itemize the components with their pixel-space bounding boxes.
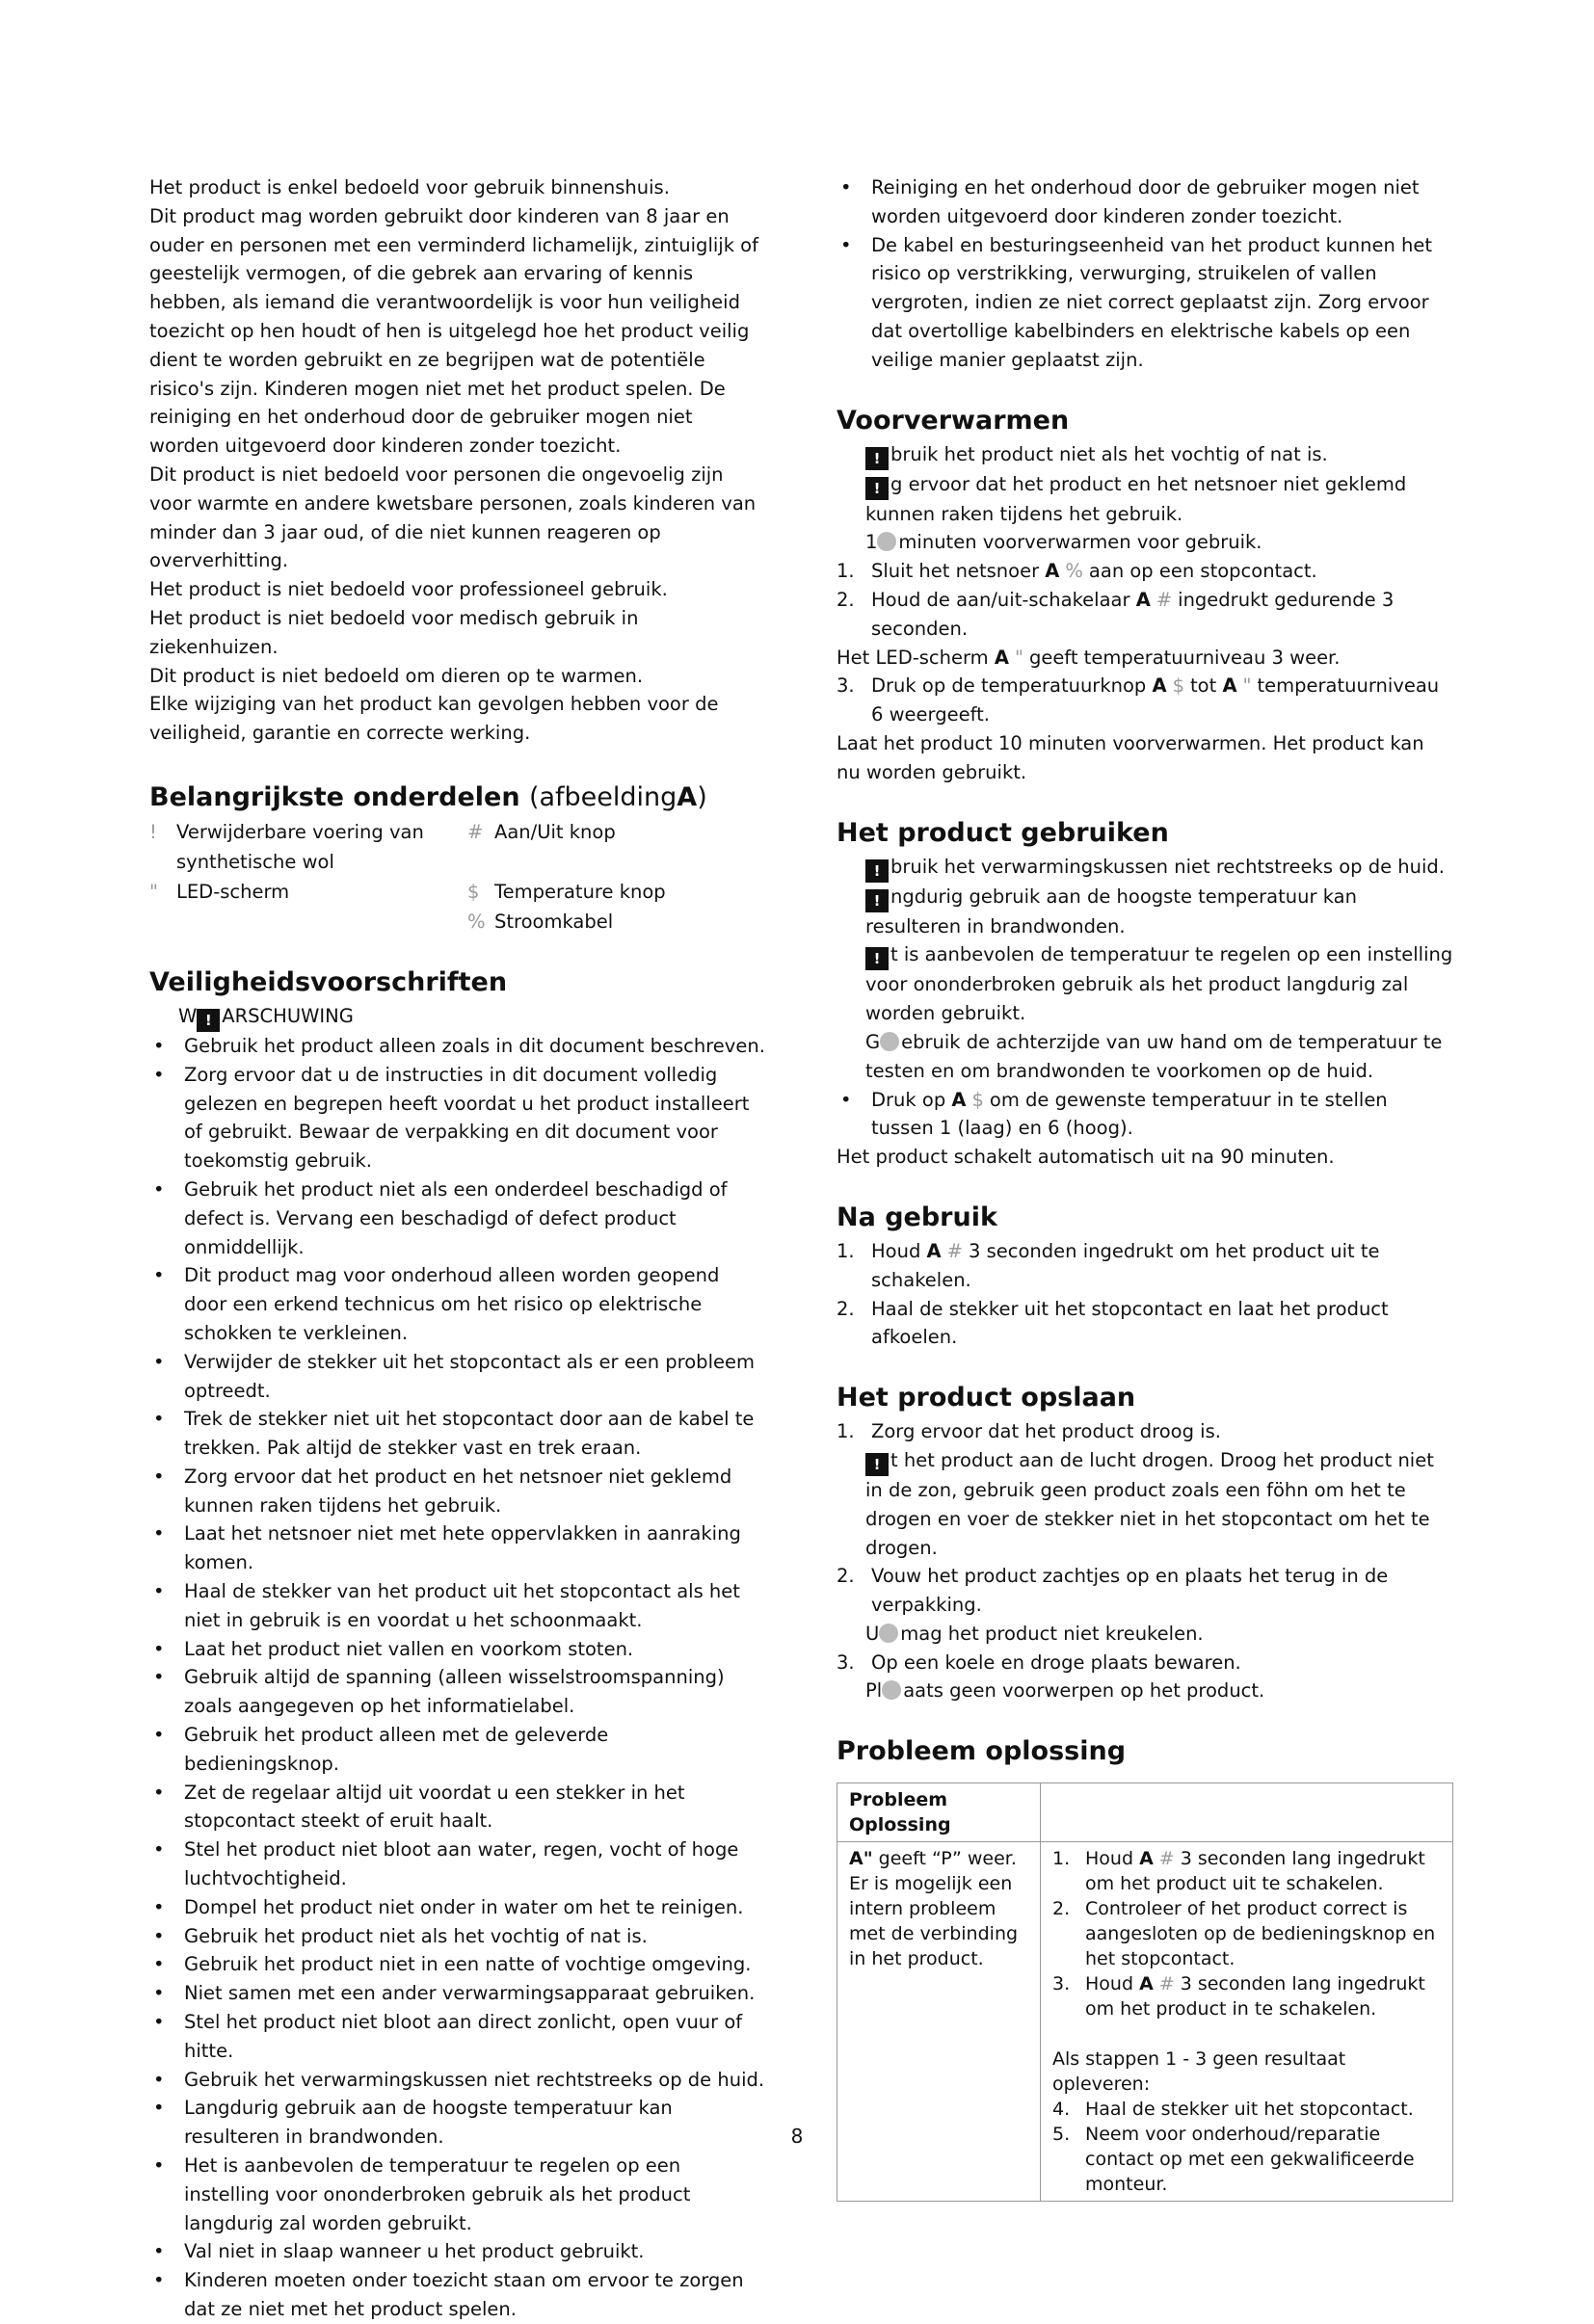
parts-heading: Belangrijkste onderdelen (afbeeldingA) — [149, 781, 707, 812]
list-item: • Laat het netsnoer niet met hete oppervlakken in aanraking komen. — [149, 1519, 766, 1577]
use-after: Het product schakelt automatisch uit na 90 minuten. — [837, 1146, 1335, 1169]
list-item: • De kabel en besturingseenheid van het product kunnen het risico op verstrikking, verwurging, struikelen of vallen vergroten, indien ze niet correct geplaatst zijn. Zorg ervoor dat overtollige kabelbinders en elektrische kabels op een veilige manier geplaatst zijn. — [837, 231, 1453, 375]
note-icon — [880, 1032, 899, 1051]
warning-label: W ! ARSCHUWING — [149, 1002, 766, 1032]
list-item: • Gebruik het product niet als het vochtig of nat is. — [149, 1922, 766, 1951]
intro-paragraph: Het product is niet bedoeld voor professioneel gebruik. — [149, 578, 668, 601]
intro-paragraph: Het product is niet bedoeld voor medisch gebruik in ziekenhuizen. — [149, 606, 639, 658]
intro-paragraph: Elke wijziging van het product kan gevolgen hebben voor de veiligheid, garantie en correcte werking. — [149, 693, 719, 745]
part-item: " LED-scherm — [149, 880, 290, 903]
storage-warning: ! t het product aan de lucht drogen. Droog het product niet in de zon, gebruik geen product zoals een föhn om het te drogen en voer de stekker niet in het stopcontact om het te drogen. — [865, 1448, 1434, 1559]
step: 1. Houd A # 3 seconden ingedrukt om het product uit te schakelen. — [837, 1239, 1380, 1291]
list-item: • Het is aanbevolen de temperatuur te regelen op een instelling voor ononderbroken gebruik als het product langdurig zal worden gebruikt. — [149, 2152, 766, 2237]
warning-icon: ! — [865, 889, 889, 912]
preheat-note: 1 minuten voorverwarmen voor gebruik. — [865, 531, 1262, 554]
solution-cell: 1. Houd A # 3 seconden lang ingedrukt om het product uit te schakelen. 2. Controleer of het product correct is aangesloten op de bedieningsknop en het stopcontact. 3. Houd A # 3 seconden lang ingedrukt om het product in te schakelen. Als stappen 1 - 3 geen resultaat opleveren: 4. Haal de stekker uit het stopcontact. 5. Neem voor onderhoud/reparatie contact op met een gekwalificeerde monteur. — [1041, 1842, 1453, 2202]
list-item: • Verwijder de stekker uit het stopcontact als er een probleem optreedt. — [149, 1348, 766, 1406]
step: 3. Druk op de temperatuurknop A $ tot A " temperatuurniveau 6 weergeeft. — [837, 674, 1440, 726]
list-item: • Stel het product niet bloot aan water, regen, vocht of hoge luchtvochtigheid. — [149, 1835, 766, 1893]
led-note: Het LED-scherm A " geeft temperatuurniveau 3 weer. — [837, 646, 1341, 669]
warning-icon: ! — [865, 1453, 889, 1476]
note-icon — [879, 1624, 898, 1643]
trouble-heading: Probleem oplossing — [837, 1736, 1127, 1767]
preheat-warning: ! bruik het product niet als het vochtig of nat is. — [837, 440, 1453, 470]
list-item: • Druk op A $ om de gewenste temperatuur in te stellen tussen 1 (laag) en 6 (hoog). — [837, 1086, 1453, 1144]
use-note: G ebruik de achterzijde van uw hand om de temperatuur te testen en om brandwonden te voorkomen op de huid. — [865, 1030, 1443, 1082]
list-item: • Gebruik het product alleen met de geleverde bedieningsknop. — [149, 1721, 766, 1779]
part-item: % Stroomkabel — [467, 910, 614, 933]
list-item: • Val niet in slaap wanneer u het product gebruikt. — [149, 2237, 766, 2266]
list-item: • Gebruik het product alleen zoals in dit document beschreven. — [149, 1032, 766, 1061]
warning-icon: ! — [865, 447, 889, 470]
list-item: • Niet samen met een ander verwarmingsapparaat gebruiken. — [149, 1979, 766, 2008]
list-item: • Gebruik het product niet in een natte of vochtige omgeving. — [149, 1950, 766, 1979]
warning-icon: ! — [865, 859, 889, 883]
storage-note: U mag het product niet kreukelen. — [865, 1622, 1204, 1645]
intro-paragraph: Het product is enkel bedoeld voor gebruik binnenshuis. — [149, 176, 670, 198]
list-item: • Stel het product niet bloot aan direct zonlicht, open vuur of hitte. — [149, 2008, 766, 2066]
parts-list — [149, 817, 766, 937]
step: 3. Op een koele en droge plaats bewaren. — [837, 1651, 1241, 1674]
step: 1. Zorg ervoor dat het product droog is. — [837, 1420, 1221, 1443]
list-item: • Gebruik altijd de spanning (alleen wisselstroomspanning) zoals aangegeven op het informatielabel. — [149, 1663, 766, 1721]
list-item: • Zet de regelaar altijd uit voordat u een stekker in het stopcontact steekt of eruit haalt. — [149, 1779, 766, 1836]
table-header-empty — [1041, 1783, 1453, 1842]
use-warning: ! t is aanbevolen de temperatuur te regelen op een instelling voor ononderbroken gebruik als het product langdurig zal worden gebruikt. — [865, 943, 1453, 1025]
list-item: • Dit product mag voor onderhoud alleen worden geopend door een erkend technicus om het risico op elektrische schokken te verkleinen. — [149, 1261, 766, 1347]
use-warning: ! bruik het verwarmingskussen niet rechtstreeks op de huid. — [837, 853, 1453, 883]
table-row — [837, 1783, 1453, 1842]
intro-paragraph: Dit product is niet bedoeld om dieren op te warmen. — [149, 664, 644, 687]
list-item: • Trek de stekker niet uit het stopcontact door aan de kabel te trekken. Pak altijd de stekker vast en trek eraan. — [149, 1405, 766, 1463]
preheat-heading: Voorverwarmen — [837, 405, 1070, 436]
part-item: $ Temperature knop — [467, 880, 666, 903]
list-item: • Langdurig gebruik aan de hoogste temperatuur kan resulteren in brandwonden. — [149, 2094, 766, 2152]
use-heading: Het product gebruiken — [837, 817, 1169, 848]
list-item: • Laat het product niet vallen en voorkom stoten. — [149, 1635, 766, 1664]
safety-heading: Veiligheidsvoorschriften — [149, 966, 508, 997]
intro-paragraph: Dit product is niet bedoeld voor personen die ongevoelig zijn voor warmte en andere kwetsbare personen, zoals kinderen van minder dan 3 jaar oud, of die niet kunnen reageren op oververhitting. — [149, 462, 757, 572]
table-header: Probleem Oplossing — [837, 1783, 1041, 1842]
intro-paragraph: Dit product mag worden gebruikt door kinderen van 8 jaar en ouder en personen met een verminderd lichamelijk, zintuiglijk of geestelijk vermogen, of die gebrek aan ervaring of kennis hebben, als iemand die verantwoordelijk is voor hun veiligheid toezicht op hen houdt of hen is uitgelegd hoe het product veilig dient te worden gebruikt en ze begrijpen wat de potentiële risico's zijn. Kinderen mogen niet met het product spelen. De reiniging en het onderhoud door de gebruiker mogen niet worden uitgevoerd door kinderen zonder toezicht. — [149, 204, 758, 458]
list-item: • Zorg ervoor dat u de instructies in dit document volledig gelezen en begrepen heeft voordat u het product installeert of gebruikt. Bewaar de verpakking en dit document voor toekomstig gebruik. — [149, 1061, 766, 1175]
step: 1. Sluit het netsnoer A % aan op een stopcontact. — [837, 560, 1317, 583]
right-column — [837, 173, 1453, 2202]
warning-icon: ! — [865, 477, 889, 500]
intro-block — [149, 173, 766, 748]
part-item: # Aan/Uit knop — [467, 820, 616, 843]
list-item: • Gebruik het verwarmingskussen niet rechtstreeks op de huid. — [149, 2066, 766, 2095]
list-item: • Kinderen moeten onder toezicht staan om ervoor te zorgen dat ze niet met het product spelen. — [149, 2266, 766, 2324]
list-item: • Dompel het product niet onder in water om het te reinigen. — [149, 1893, 766, 1922]
storage-heading: Het product opslaan — [837, 1383, 1136, 1413]
safety-list-continued — [837, 173, 1453, 375]
list-item: • Gebruik het product niet als een onderdeel beschadigd of defect is. Vervang een beschadigd of defect product onmiddellijk. — [149, 1175, 766, 1261]
note-icon — [877, 532, 896, 551]
problem-cell: A" geeft “P” weer. Er is mogelijk een intern probleem met de verbinding in het product. — [837, 1842, 1041, 2202]
step: 2. Vouw het product zachtjes op en plaats het terug in de verpakking. — [837, 1565, 1389, 1617]
preheat-after: Laat het product 10 minuten voorverwarmen. Het product kan nu worden gebruikt. — [837, 731, 1424, 783]
left-column — [149, 173, 766, 2324]
note-icon — [882, 1680, 901, 1700]
warning-icon: ! — [865, 947, 889, 970]
after-use-heading: Na gebruik — [837, 1202, 997, 1232]
step: 2. Houd de aan/uit-schakelaar A # ingedrukt gedurende 3 seconden. — [837, 588, 1395, 640]
step: 2. Haal de stekker uit het stopcontact en laat het product afkoelen. — [837, 1297, 1389, 1349]
part-item: ! Verwijderbare voering van synthetische wol — [149, 820, 424, 873]
page-number: 8 — [790, 2125, 804, 2148]
storage-note: Pl aats geen voorwerpen op het product. — [865, 1679, 1265, 1703]
list-item: • Zorg ervoor dat het product en het netsnoer niet geklemd kunnen raken tijdens het gebruik. — [149, 1463, 766, 1520]
list-item: • Haal de stekker van het product uit het stopcontact als het niet in gebruik is en voordat u het schoonmaakt. — [149, 1577, 766, 1635]
list-item: • Reiniging en het onderhoud door de gebruiker mogen niet worden uitgevoerd door kinderen zonder toezicht. — [837, 173, 1453, 231]
warning-icon: ! — [197, 1009, 220, 1032]
preheat-warning: ! g ervoor dat het product en het netsnoer niet geklemd kunnen raken tijdens het gebruik. — [865, 472, 1407, 525]
use-warning: ! ngdurig gebruik aan de hoogste temperatuur kan resulteren in brandwonden. — [865, 885, 1357, 938]
